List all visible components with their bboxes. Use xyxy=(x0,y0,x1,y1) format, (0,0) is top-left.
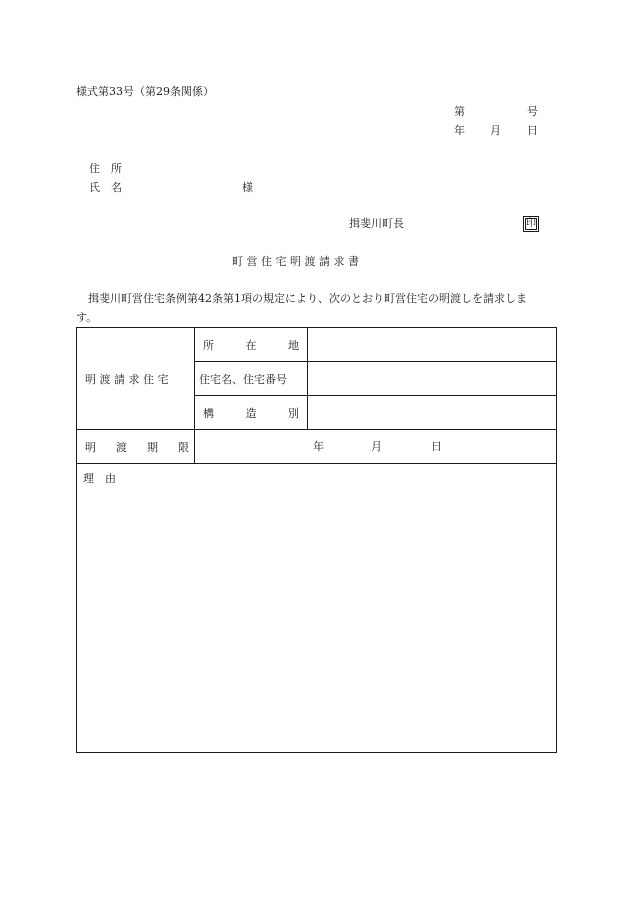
body-text-line2: す。 xyxy=(76,311,98,324)
name-number-value-cell[interactable] xyxy=(308,362,557,396)
name-number-label-cell xyxy=(195,362,308,396)
date-day: 日 xyxy=(527,124,538,137)
structure-value-cell[interactable] xyxy=(308,396,557,430)
deadline-value-cell[interactable] xyxy=(195,430,557,464)
reason-cell[interactable] xyxy=(77,464,557,753)
name-number-label: 住宅名、住宅番号 xyxy=(199,372,287,386)
form-number: 様式第33号（第29条関係） xyxy=(76,85,214,98)
deadline-label: 明渡期限 xyxy=(85,440,189,454)
location-value-cell[interactable] xyxy=(308,328,557,362)
structure-label-cell xyxy=(195,396,308,430)
deadline-month: 月 xyxy=(371,440,382,453)
mayor-title: 揖斐川町長 xyxy=(349,217,404,230)
deadline-day: 日 xyxy=(431,440,442,453)
document-title: 町 営 住 宅 明 渡 請 求 書 xyxy=(232,255,359,268)
seal-stamp: 印 xyxy=(523,216,539,232)
housing-header-cell xyxy=(77,328,195,430)
address-label: 住 所 xyxy=(89,162,122,175)
doc-number-suffix: 号 xyxy=(527,105,538,118)
housing-header-label: 明 渡 請 求 住 宅 xyxy=(85,372,169,386)
honorific: 様 xyxy=(242,181,253,194)
body-text-line1: 揖斐川町営住宅条例第42条第1項の規定により、次のとおり町営住宅の明渡しを請求しま xyxy=(88,292,527,305)
date-year: 年 xyxy=(454,124,465,137)
name-label: 氏 名 xyxy=(89,181,122,194)
deadline-year: 年 xyxy=(313,440,324,453)
location-label-cell xyxy=(195,328,308,362)
date-month: 月 xyxy=(490,124,501,137)
structure-label: 構造別 xyxy=(203,406,299,420)
location-label: 所在地 xyxy=(203,338,299,352)
housing-request-table xyxy=(76,327,557,753)
doc-number-prefix: 第 xyxy=(454,105,465,118)
reason-label: 理 由 xyxy=(83,472,116,485)
deadline-label-cell xyxy=(77,430,195,464)
